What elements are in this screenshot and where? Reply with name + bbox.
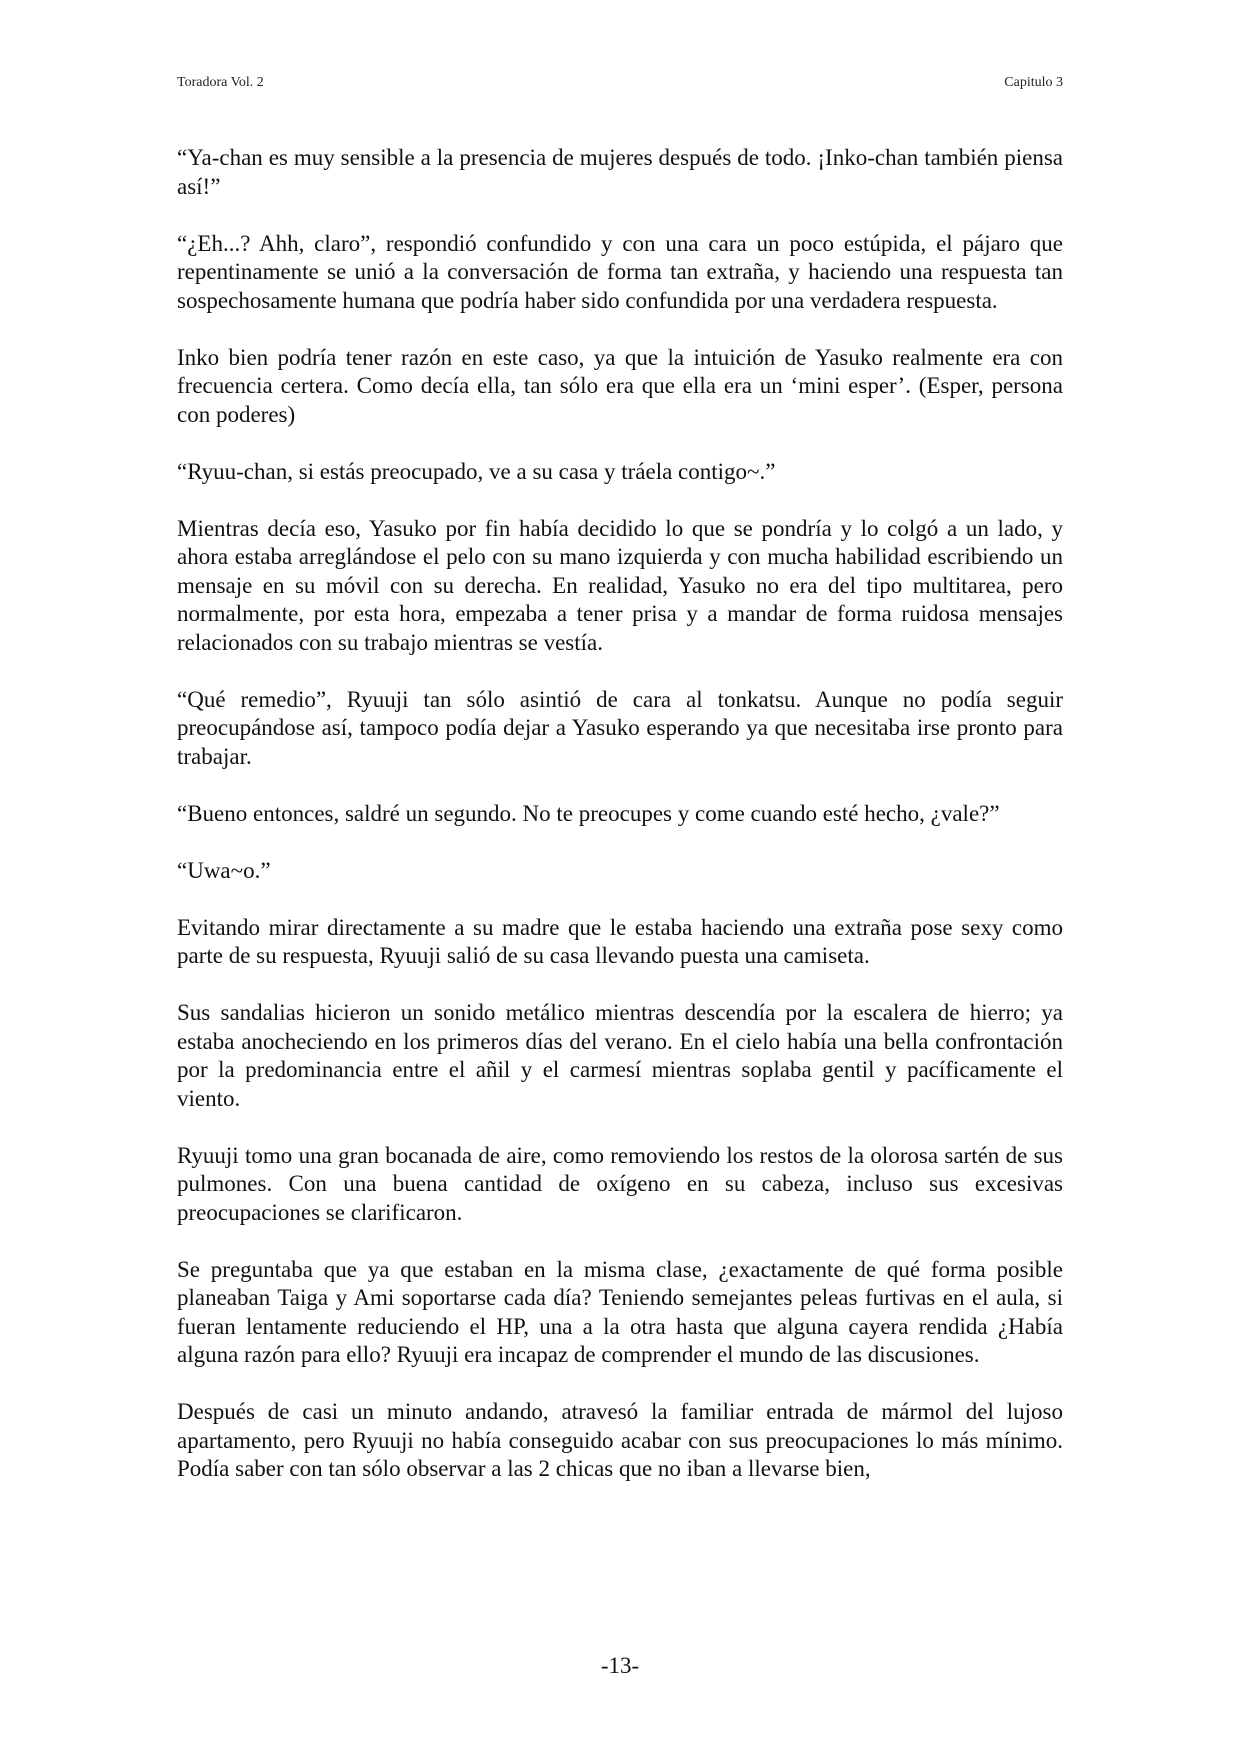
paragraph: “Qué remedio”, Ryuuji tan sólo asintió de cara al tonkatsu. Aunque no podía seguir preocupándose así, tampoco podía dejar a Yasuko esperando ya que necesitaba irse pronto para trabajar. <box>177 686 1063 769</box>
paragraph: “Ya-chan es muy sensible a la presencia de mujeres después de todo. ¡Inko-chan también piensa así!” <box>177 145 1063 199</box>
paragraph: Mientras decía eso, Yasuko por fin había decidido lo que se pondría y lo colgó a un lado, y ahora estaba arreglándose el pelo con su mano izquierda y con mucha habilidad escribiendo un mensaje en su móvil con su derecha. En realidad, Yasuko no era del tipo multitarea, pero normalmente, por esta hora, empezaba a tener prisa y a mandar de forma ruidosa mensajes relacionados con su trabajo mientras se vestía. <box>177 515 1063 655</box>
paragraph: Se preguntaba que ya que estaban en la misma clase, ¿exactamente de qué forma posible planeaban Taiga y Ami soportarse cada día? Teniendo semejantes peleas furtivas en el aula, si fueran lentamente reduciendo el HP, una a la otra hasta que alguna cayera rendida ¿Había alguna razón para ello? Ryuuji era incapaz de comprender el mundo de las discusiones. <box>177 1256 1063 1367</box>
paragraph: “Uwa~o.” <box>177 857 271 883</box>
paragraph: “Bueno entonces, saldré un segundo. No te preocupes y come cuando esté hecho, ¿vale?” <box>177 800 1000 826</box>
running-header <box>177 74 1063 92</box>
paragraph: “¿Eh...? Ahh, claro”, respondió confundido y con una cara un poco estúpida, el pájaro que repentinamente se unió a la conversación de forma tan extraña, y haciendo una respuesta tan sospechosamente humana que podría haber sido confundida por una verdadera respuesta. <box>177 230 1063 313</box>
paragraph: Evitando mirar directamente a su madre que le estaba haciendo una extraña pose sexy como parte de su respuesta, Ryuuji salió de su casa llevando puesta una camiseta. <box>177 914 1063 968</box>
paragraph: Inko bien podría tener razón en este caso, ya que la intuición de Yasuko realmente era con frecuencia certera. Como decía ella, tan sólo era que ella era un ‘mini esper’. (Esper, persona con poderes) <box>177 344 1063 427</box>
body-text <box>177 144 1063 1512</box>
paragraph: Sus sandalias hicieron un sonido metálico mientras descendía por la escalera de hierro; ya estaba anocheciendo en los primeros días del verano. En el cielo había una bella confrontación por la predominancia entre el añil y el carmesí mientras soplaba gentil y pacíficamente el viento. <box>177 1000 1063 1111</box>
header-chapter: Capitulo 3 <box>1004 75 1063 90</box>
page-number: -13- <box>600 1653 640 1678</box>
paragraph: Ryuuji tomo una gran bocanada de aire, como removiendo los restos de la olorosa sartén de sus pulmones. Con una buena cantidad de oxígeno en su cabeza, incluso sus excesivas preocupaciones se clarificaron. <box>177 1142 1063 1225</box>
header-book-title: Toradora Vol. 2 <box>177 75 264 90</box>
paragraph: Después de casi un minuto andando, atravesó la familiar entrada de mármol del lujoso apartamento, pero Ryuuji no había conseguido acabar con sus preocupaciones lo más mínimo. Podía saber con tan sólo observar a las 2 chicas que no iban a llevarse bien, <box>177 1399 1063 1481</box>
paragraph: “Ryuu-chan, si estás preocupado, ve a su casa y tráela contigo~.” <box>177 458 776 484</box>
